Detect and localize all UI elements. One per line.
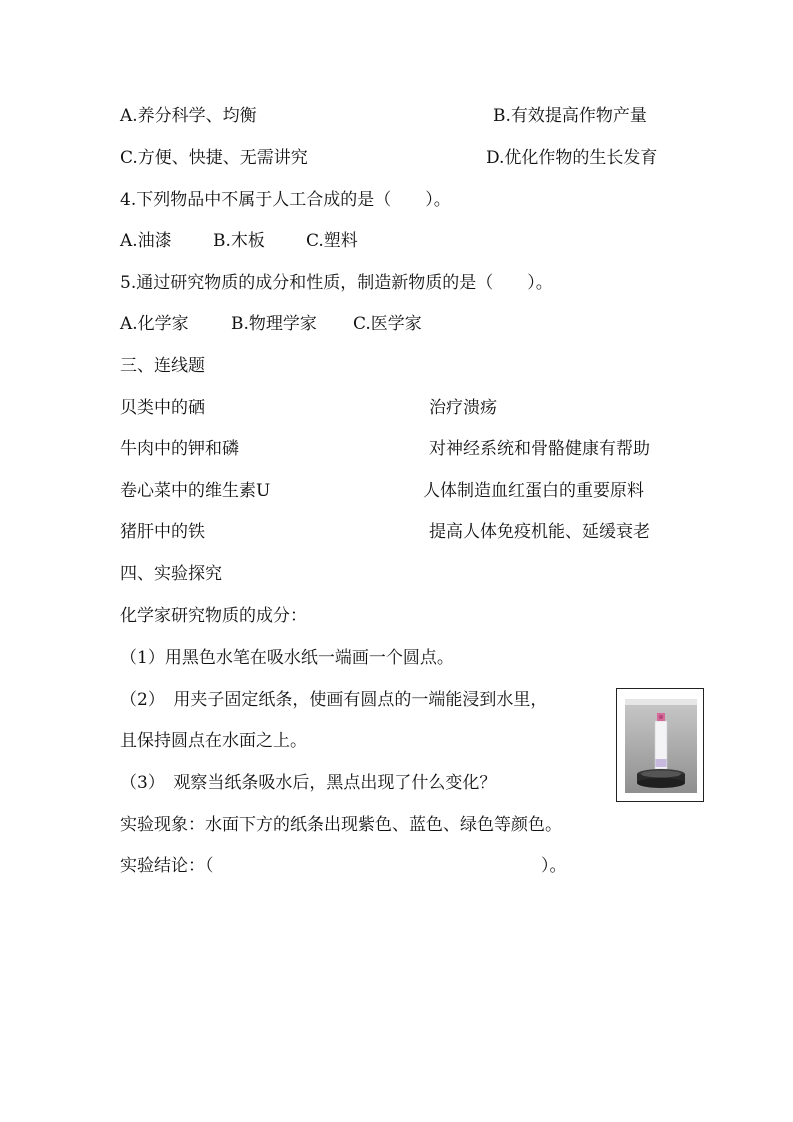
q3-option-c: C.方便、快捷、无需讲究	[120, 148, 308, 168]
q4-question: 4.下列物品中不属于人工合成的是（ ）。	[120, 190, 451, 210]
match-left-item: 卷心菜中的维生素U	[120, 481, 271, 501]
q5-option-c: C.医学家	[353, 314, 422, 334]
match-left-item: 猪肝中的铁	[120, 522, 205, 542]
q4-option-c: C.塑料	[306, 231, 358, 251]
q3-option-a: A.养分科学、均衡	[120, 106, 257, 126]
match-right-item: 提高人体免疫机能、延缓衰老	[429, 522, 650, 542]
q3-option-d: D.优化作物的生长发育	[486, 148, 658, 168]
experiment-intro: 化学家研究物质的成分：	[120, 606, 307, 626]
q5-option-a: A.化学家	[120, 314, 189, 334]
experiment-step-1: （1）用黑色水笔在吸水纸一端画一个圆点。	[120, 648, 454, 668]
paper-strip-in-dish-illustration	[625, 699, 697, 793]
match-right-item: 对神经系统和骨骼健康有帮助	[429, 439, 650, 459]
experiment-conclusion-label: 实验结论：（	[120, 856, 214, 876]
section3-heading: 三、连线题	[120, 356, 205, 376]
experiment-photo	[616, 688, 704, 802]
q3-option-b: B.有效提高作物产量	[493, 106, 647, 126]
q5-option-b: B.物理学家	[231, 314, 317, 334]
match-right-item: 治疗溃疡	[429, 398, 497, 418]
q4-option-a: A.油漆	[120, 231, 172, 251]
experiment-conclusion-end: ）。	[541, 856, 567, 876]
match-left-item: 牛肉中的钾和磷	[120, 439, 239, 459]
experiment-step-2: （2） 用夹子固定纸条，使画有圆点的一端能浸到水里，	[120, 690, 548, 710]
experiment-step-3: （3） 观察当纸条吸水后，黑点出现了什么变化？	[120, 773, 497, 793]
experiment-step-2-continued: 且保持圆点在水面之上。	[120, 731, 307, 751]
section4-heading: 四、实验探究	[120, 564, 222, 584]
match-right-item: 人体制造血红蛋白的重要原料	[423, 481, 644, 501]
q4-option-b: B.木板	[213, 231, 265, 251]
experiment-phenomenon: 实验现象：水面下方的纸条出现紫色、蓝色、绿色等颜色。	[120, 815, 562, 835]
match-left-item: 贝类中的硒	[120, 398, 205, 418]
q5-question: 5.通过研究物质的成分和性质，制造新物质的是（ ）。	[120, 273, 553, 293]
